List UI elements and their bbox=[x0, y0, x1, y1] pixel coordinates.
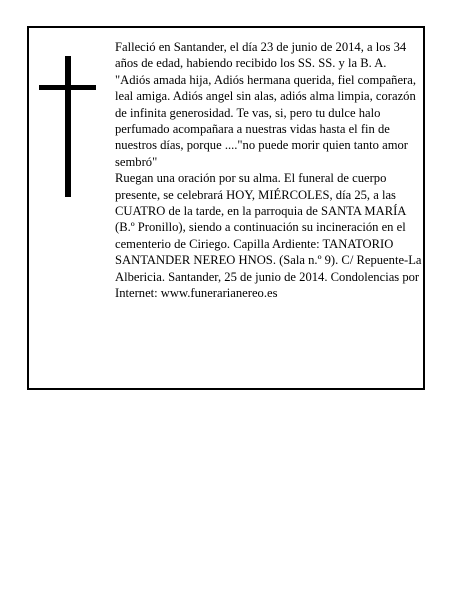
cross-horizontal-bar bbox=[39, 85, 96, 90]
farewell-quote-paragraph: "Adiós amada hija, Adiós hermana querida, fiel compañera, leal amiga. Adiós angel sin alas, adiós alma limpia, corazón de infinita generosidad. Te vas, si, pero tu dulce halo perfumado acompañara a nuestras vidas hasta el fin de nuestros días, porque ...."no puede morir quien tanto amor sembró" bbox=[115, 72, 416, 169]
funeral-details-paragraph: Ruegan una oración por su alma. El funeral de cuerpo presente, se celebrará HOY, MIÉRCOLES, día 25, a las CUATRO de la tarde, en la parroquia de SANTA MARÍA (B.º Pronillo), siendo a continuación su incineración en el cementerio de Ciriego. Capilla Ardiente: TANATORIO SANTANDER NEREO HNOS. (Sala n.º 9). C/ Repuente-La Albericia. Santander, 25 de junio de 2014. Condolencias por Internet: www.funerarianereo.es bbox=[115, 171, 422, 301]
death-notice-paragraph: Falleció en Santander, el día 23 de junio de 2014, a los 34 años de edad, habiendo recibido los SS. SS. y la B. A. bbox=[115, 40, 407, 71]
cross-vertical-bar bbox=[65, 56, 71, 197]
obituary-text bbox=[115, 39, 423, 302]
